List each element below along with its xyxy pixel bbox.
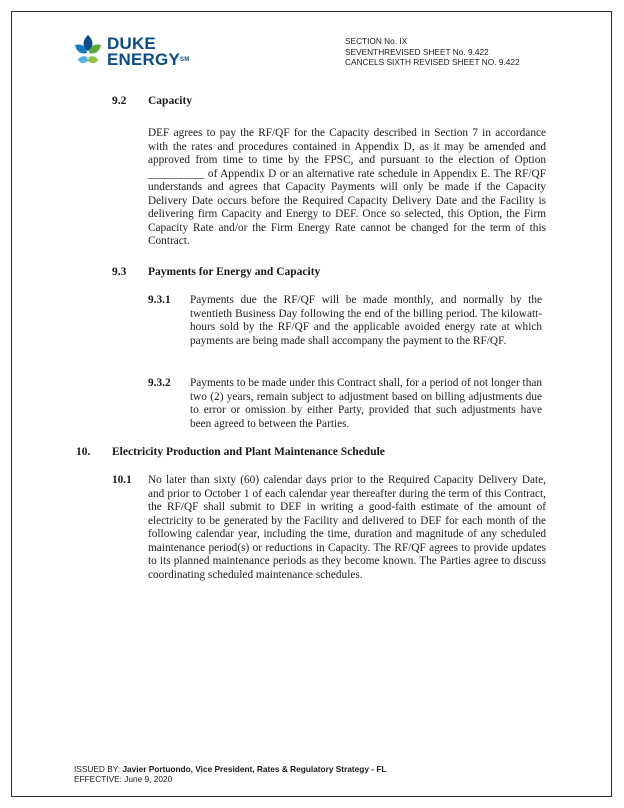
section-9-3-1-number: 9.3.1: [148, 294, 171, 306]
logo-wordmark: [107, 36, 189, 68]
logo-line2: ENERGY: [107, 50, 180, 69]
section-number: SECTION No. IX: [345, 36, 408, 46]
duke-energy-logo: [72, 32, 202, 84]
footer: [74, 764, 386, 784]
document-page: [11, 11, 612, 797]
section-9-2-text: DEF agrees to pay the RF/QF for the Capacity described in Section 7 in accordance with the rates and procedures contained in Appendix D, as it may be amended and approved from time to time by the FPSC, and pursuant to the election of Option __________ of Appendix D or an alternative rate schedule in Appendix E. The RF/QF understands and agrees that Capacity Payments will only be made if the Capacity Delivery Date occurs before the Required Capacity Delivery Date and the Facility is delivering firm Capacity and Energy to DEF. Once so selected, this Option, the Firm Capacity Rate and/or the Firm Energy Rate cannot be changed for the term of this Contract.: [148, 127, 546, 248]
issued-label: ISSUED BY:: [74, 764, 121, 774]
section-10-1-number: 10.1: [112, 474, 132, 486]
duke-energy-logo-icon: [72, 34, 104, 68]
section-9-3-2-number: 9.3.2: [148, 377, 171, 389]
section-10-1-text: No later than sixty (60) calendar days prior to the Required Capacity Delivery Date, and prior to October 1 of each calendar year thereafter during the term of this Contract, the RF/QF shall submit to DEF in writing a good-faith estimate of the amount of electricity to be generated by the Facility and delivered to DEF for each month of the following calendar year, including the time, duration and magnitude of any scheduled maintenance period(s) or reductions in Capacity. The RF/QF agrees to provide updates to its planned maintenance periods as they become known. The Parties agree to discuss coordinating scheduled maintenance schedules.: [148, 474, 546, 581]
section-9-3-number: 9.3: [112, 266, 127, 278]
sheet-info: [345, 36, 520, 68]
effective-label: EFFECTIVE:: [74, 774, 122, 784]
revised-sheet: SEVENTHREVISED SHEET No. 9.422: [345, 46, 489, 57]
section-9-3-1-text: Payments due the RF/QF will be made monthly, and normally by the twentieth Business Day following the end of the billing period. The kilowatt-hours sold by the RF/QF and the applicable avoided energy rate at which payments are being made shall accompany the payment to the RF/QF.: [190, 294, 542, 347]
section-10-title: Electricity Production and Plant Maintenance Schedule: [112, 446, 385, 458]
section-9-2-title: Capacity: [148, 95, 193, 107]
section-9-3-2-text: Payments to be made under this Contract shall, for a period of not longer than two (2) years, remain subject to adjustment based on billing adjustments due to error or omission by either Party, provided that such adjustments have been agreed to between the Parties.: [190, 377, 542, 430]
section-10-number: 10.: [76, 446, 91, 458]
logo-line1: DUKE: [107, 34, 156, 53]
logo-servicemark: SM: [180, 57, 190, 63]
section-9-2-number: 9.2: [112, 95, 127, 107]
section-9-3-title: Payments for Energy and Capacity: [148, 266, 321, 278]
effective-date: June 9, 2020: [124, 774, 173, 784]
cancels-sheet: CANCELS SIXTH REVISED SHEET NO. 9.422: [345, 57, 520, 67]
issued-by: Javier Portuondo, Vice President, Rates & Regulatory Strategy - FL: [122, 764, 387, 774]
